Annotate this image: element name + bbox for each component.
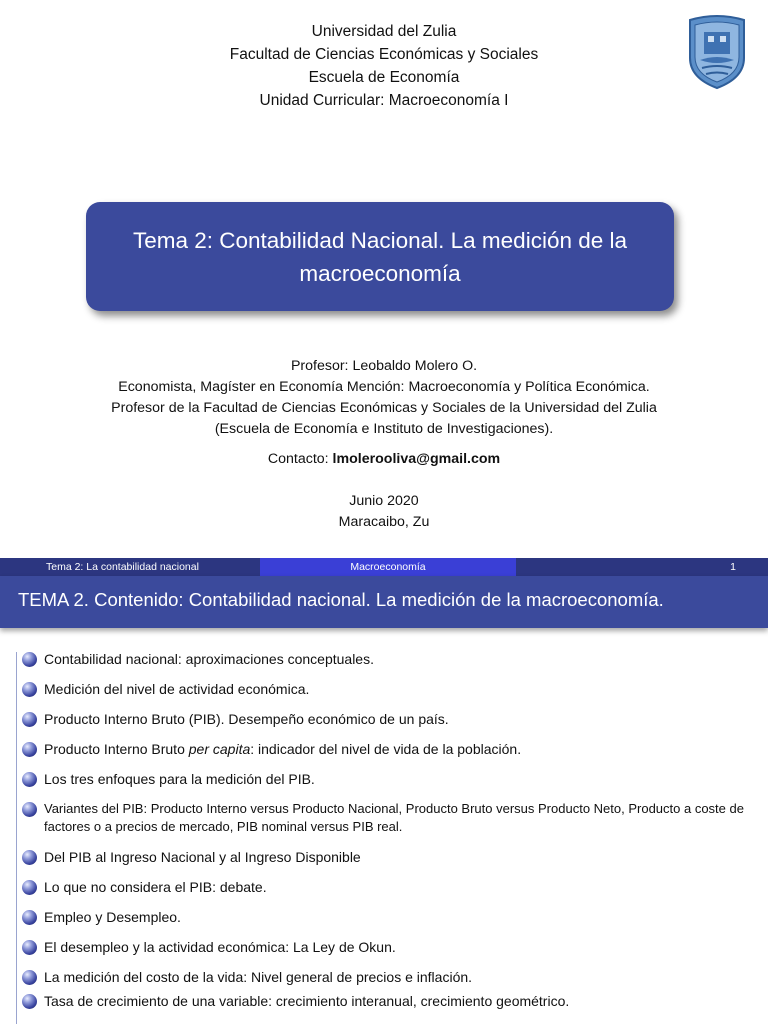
professor-affiliation-detail: (Escuela de Economía e Instituto de Investigaciones). (214, 421, 554, 437)
institution-course: Unidad Curricular: Macroeconomía I (259, 92, 509, 109)
bullet-item (22, 680, 762, 698)
professor-degree: Economista, Magíster en Economía Mención: Macroeconomía y Política Económica. (118, 379, 650, 395)
bullet-ball-icon (22, 850, 37, 865)
institution-university: Universidad del Zulia (311, 23, 457, 40)
bullet-text-italic: per capita (188, 741, 251, 757)
bullet-item (22, 800, 762, 836)
professor-affiliation: Profesor de la Facultad de Ciencias Económicas y Sociales de la Universidad del Zulia (111, 400, 657, 416)
bullet-text (44, 741, 521, 757)
bullet-item (22, 848, 762, 866)
slide-navbar (0, 558, 768, 576)
bullet-ball-icon (22, 772, 37, 787)
institution-faculty: Facultad de Ciencias Económicas y Sociales (229, 46, 539, 63)
presentation-title-box (86, 202, 674, 311)
bullet-text: Los tres enfoques para la medición del PIB. (44, 771, 315, 787)
professor-name: Profesor: Leobaldo Molero O. (290, 358, 478, 374)
navbar-course-title: Macroeconomía (260, 558, 516, 576)
navbar-page-number: 1 (516, 558, 768, 576)
content-slide (0, 558, 768, 1024)
contact-label: Contacto: (267, 451, 333, 467)
institution-header (0, 20, 768, 112)
bullet-item (22, 650, 762, 668)
bullet-text: El desempleo y la actividad económica: La Ley de Okun. (44, 939, 396, 955)
bullet-item (22, 908, 762, 926)
bullet-text-part: Producto Interno Bruto (44, 741, 189, 757)
bullet-text: Producto Interno Bruto (PIB). Desempeño económico de un país. (44, 711, 449, 727)
bullet-ball-icon (22, 994, 37, 1009)
bullet-item (22, 710, 762, 728)
bullet-text: Tasa de crecimiento de una variable: crecimiento interanual, crecimiento geométrico. (44, 993, 570, 1009)
bullet-ball-icon (22, 802, 37, 817)
professor-info (0, 356, 768, 440)
bullet-item (22, 770, 762, 788)
contact-line (0, 451, 768, 467)
bullet-item (22, 938, 762, 956)
institution-school: Escuela de Economía (308, 69, 460, 86)
bullet-text: Lo que no considera el PIB: debate. (44, 879, 267, 895)
contact-email[interactable]: lmolerooliva@gmail.com (332, 451, 501, 467)
bullet-ball-icon (22, 940, 37, 955)
bullet-item (22, 992, 762, 1010)
bullet-ball-icon (22, 712, 37, 727)
bullet-item (22, 968, 762, 986)
left-rule-divider (16, 652, 17, 1024)
bullet-item (22, 740, 762, 758)
bullet-text: Empleo y Desempleo. (44, 909, 181, 925)
bullet-item (22, 878, 762, 896)
bullet-ball-icon (22, 652, 37, 667)
bullet-text: Contabilidad nacional: aproximaciones conceptuales. (44, 651, 374, 667)
bullet-ball-icon (22, 910, 37, 925)
bullet-text-part: : indicador del nivel de vida de la población. (250, 741, 522, 757)
university-seal-logo (684, 14, 750, 90)
bullet-text: La medición del costo de la vida: Nivel general de precios e inflación. (44, 969, 473, 985)
bullet-text: Variantes del PIB: Producto Interno versus Producto Nacional, Producto Bruto versus Producto Neto, Producto a coste de factores o a precios de mercado, PIB nominal versus PIB real. (44, 801, 744, 834)
bullet-text: Medición del nivel de actividad económica. (44, 681, 310, 697)
date-place-name: Maracaibo, Zu (338, 514, 430, 530)
bullet-ball-icon (22, 970, 37, 985)
content-bullet-list (22, 650, 762, 1010)
presentation-title: Tema 2: Contabilidad Nacional. La medición de la macroeconomía (132, 227, 628, 286)
bullet-ball-icon (22, 682, 37, 697)
date-month: Junio 2020 (349, 493, 419, 509)
bullet-text: Del PIB al Ingreso Nacional y al Ingreso Disponible (44, 849, 361, 865)
navbar-section-title: Tema 2: La contabilidad nacional (0, 558, 260, 576)
slide-header: TEMA 2. Contenido: Contabilidad nacional. La medición de la macroeconomía. (0, 576, 768, 628)
bullet-ball-icon (22, 742, 37, 757)
bullet-ball-icon (22, 880, 37, 895)
date-place (0, 491, 768, 533)
